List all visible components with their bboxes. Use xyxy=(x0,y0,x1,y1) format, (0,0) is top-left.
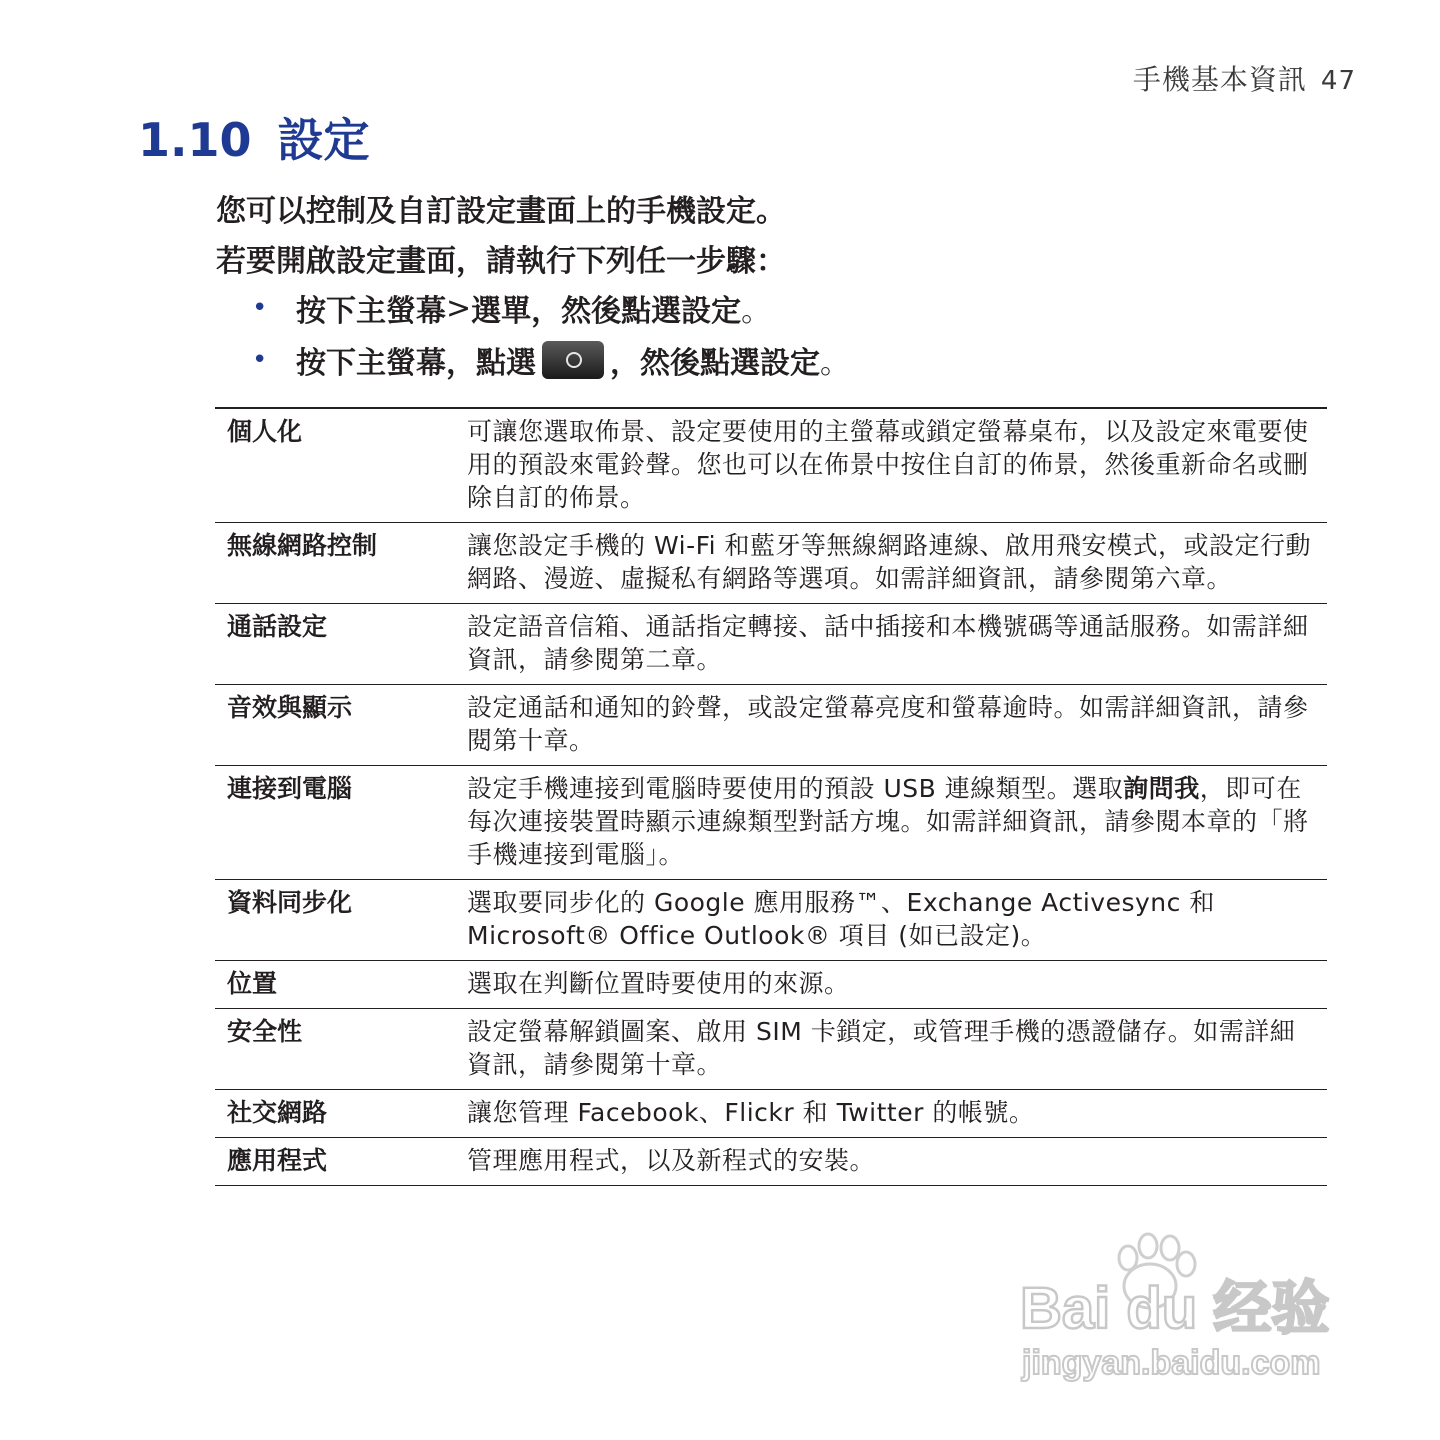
table-row xyxy=(215,685,1327,766)
setting-name: 資料同步化 xyxy=(215,880,467,961)
table-row xyxy=(215,1009,1327,1090)
app-drawer-icon xyxy=(542,341,604,379)
desc-part: 設定手機連接到電腦時要使用的預設 USB 連線類型。選取 xyxy=(467,774,1124,803)
desc-part: ，即可在每次連接裝置時顯示連線類型對話方塊。如需詳細資訊，請參閱本章的「將手機連接到電腦」。 xyxy=(467,774,1309,869)
setting-description: 管理應用程式，以及新程式的安裝。 xyxy=(467,1138,1327,1186)
paw-toe-icon xyxy=(1119,1246,1137,1270)
setting-description: 設定通話和通知的鈴聲，或設定螢幕亮度和螢幕逾時。如需詳細資訊，請參閱第十章。 xyxy=(467,685,1327,766)
table-row xyxy=(215,604,1327,685)
table-row xyxy=(215,408,1327,523)
bullet-icon: • xyxy=(252,345,268,375)
setting-name: 個人化 xyxy=(215,408,467,523)
step-end: 。 xyxy=(741,294,772,329)
setting-name: 位置 xyxy=(215,961,467,1009)
step-home: 按下主螢幕 xyxy=(296,294,446,329)
setting-name: 社交網路 xyxy=(215,1090,467,1138)
setting-name: 音效與顯示 xyxy=(215,685,467,766)
setting-name: 無線網路控制 xyxy=(215,523,467,604)
step-item xyxy=(252,338,850,382)
step-end: 。 xyxy=(820,346,850,381)
setting-description xyxy=(467,766,1327,880)
step-settings: 設定 xyxy=(760,346,820,381)
table-row xyxy=(215,1090,1327,1138)
table-row xyxy=(215,1138,1327,1186)
step-settings: 設定 xyxy=(681,294,742,329)
step-then: ，然後點選 xyxy=(531,294,682,329)
paw-toe-icon xyxy=(1161,1236,1179,1260)
running-header xyxy=(1133,58,1356,98)
step-menu: 選單 xyxy=(471,294,532,329)
setting-name: 通話設定 xyxy=(215,604,467,685)
setting-description: 選取在判斷位置時要使用的來源。 xyxy=(467,961,1327,1009)
intro-line-2: 若要開啟設定畫面，請執行下列任一步驟： xyxy=(216,244,786,279)
desc-option-ask-me: 詢問我 xyxy=(1123,774,1200,803)
setting-description: 讓您管理 Facebook、Flickr 和 Twitter 的帳號。 xyxy=(467,1090,1327,1138)
header-title: 手機基本資訊 xyxy=(1132,63,1307,96)
page-number: 47 xyxy=(1320,66,1356,96)
table-row xyxy=(215,961,1327,1009)
step-separator: > xyxy=(446,290,472,326)
setting-name: 安全性 xyxy=(215,1009,467,1090)
step-home: 按下主螢幕 xyxy=(296,346,446,381)
table-row xyxy=(215,880,1327,961)
table-row xyxy=(215,523,1327,604)
step-item xyxy=(252,286,771,330)
bullet-icon: • xyxy=(252,293,268,323)
step-tap: ，點選 xyxy=(446,346,536,381)
setting-description: 讓您設定手機的 Wi-Fi 和藍牙等無線網路連線、啟用飛安模式，或設定行動網路、漫遊、虛擬私有網路等選項。如需詳細資訊，請參閱第六章。 xyxy=(467,523,1327,604)
setting-description: 設定螢幕解鎖圖案、啟用 SIM 卡鎖定，或管理手機的憑證儲存。如需詳細資訊，請參閱第十章。 xyxy=(467,1009,1327,1090)
setting-description: 可讓您選取佈景、設定要使用的主螢幕或鎖定螢幕桌布，以及設定來電要使用的預設來電鈴聲。您也可以在佈景中按住自訂的佈景，然後重新命名或刪除自訂的佈景。 xyxy=(467,408,1327,523)
paw-toe-icon xyxy=(1139,1234,1157,1258)
watermark-brand: Bai du 经验 xyxy=(1020,1276,1330,1341)
settings-table xyxy=(215,407,1327,1186)
paw-toe-icon xyxy=(1177,1252,1195,1276)
setting-description: 設定語音信箱、通話指定轉接、話中插接和本機號碼等通話服務。如需詳細資訊，請參閱第二章。 xyxy=(467,604,1327,685)
section-title: 設定 xyxy=(277,113,370,167)
section-number: 1.10 xyxy=(138,113,252,167)
step-then: ，然後點選 xyxy=(610,346,760,381)
baidu-watermark xyxy=(1020,1228,1360,1388)
setting-description: 選取要同步化的 Google 應用服務™、Exchange Activesync 和 Microsoft® Office Outlook® 項目 (如已設定)。 xyxy=(467,880,1327,961)
table-row xyxy=(215,766,1327,880)
setting-name: 連接到電腦 xyxy=(215,766,467,880)
section-heading xyxy=(138,104,370,170)
intro-line-1: 您可以控制及自訂設定畫面上的手機設定。 xyxy=(216,194,786,229)
watermark-url: jingyan.baidu.com xyxy=(1022,1344,1321,1382)
setting-name: 應用程式 xyxy=(215,1138,467,1186)
